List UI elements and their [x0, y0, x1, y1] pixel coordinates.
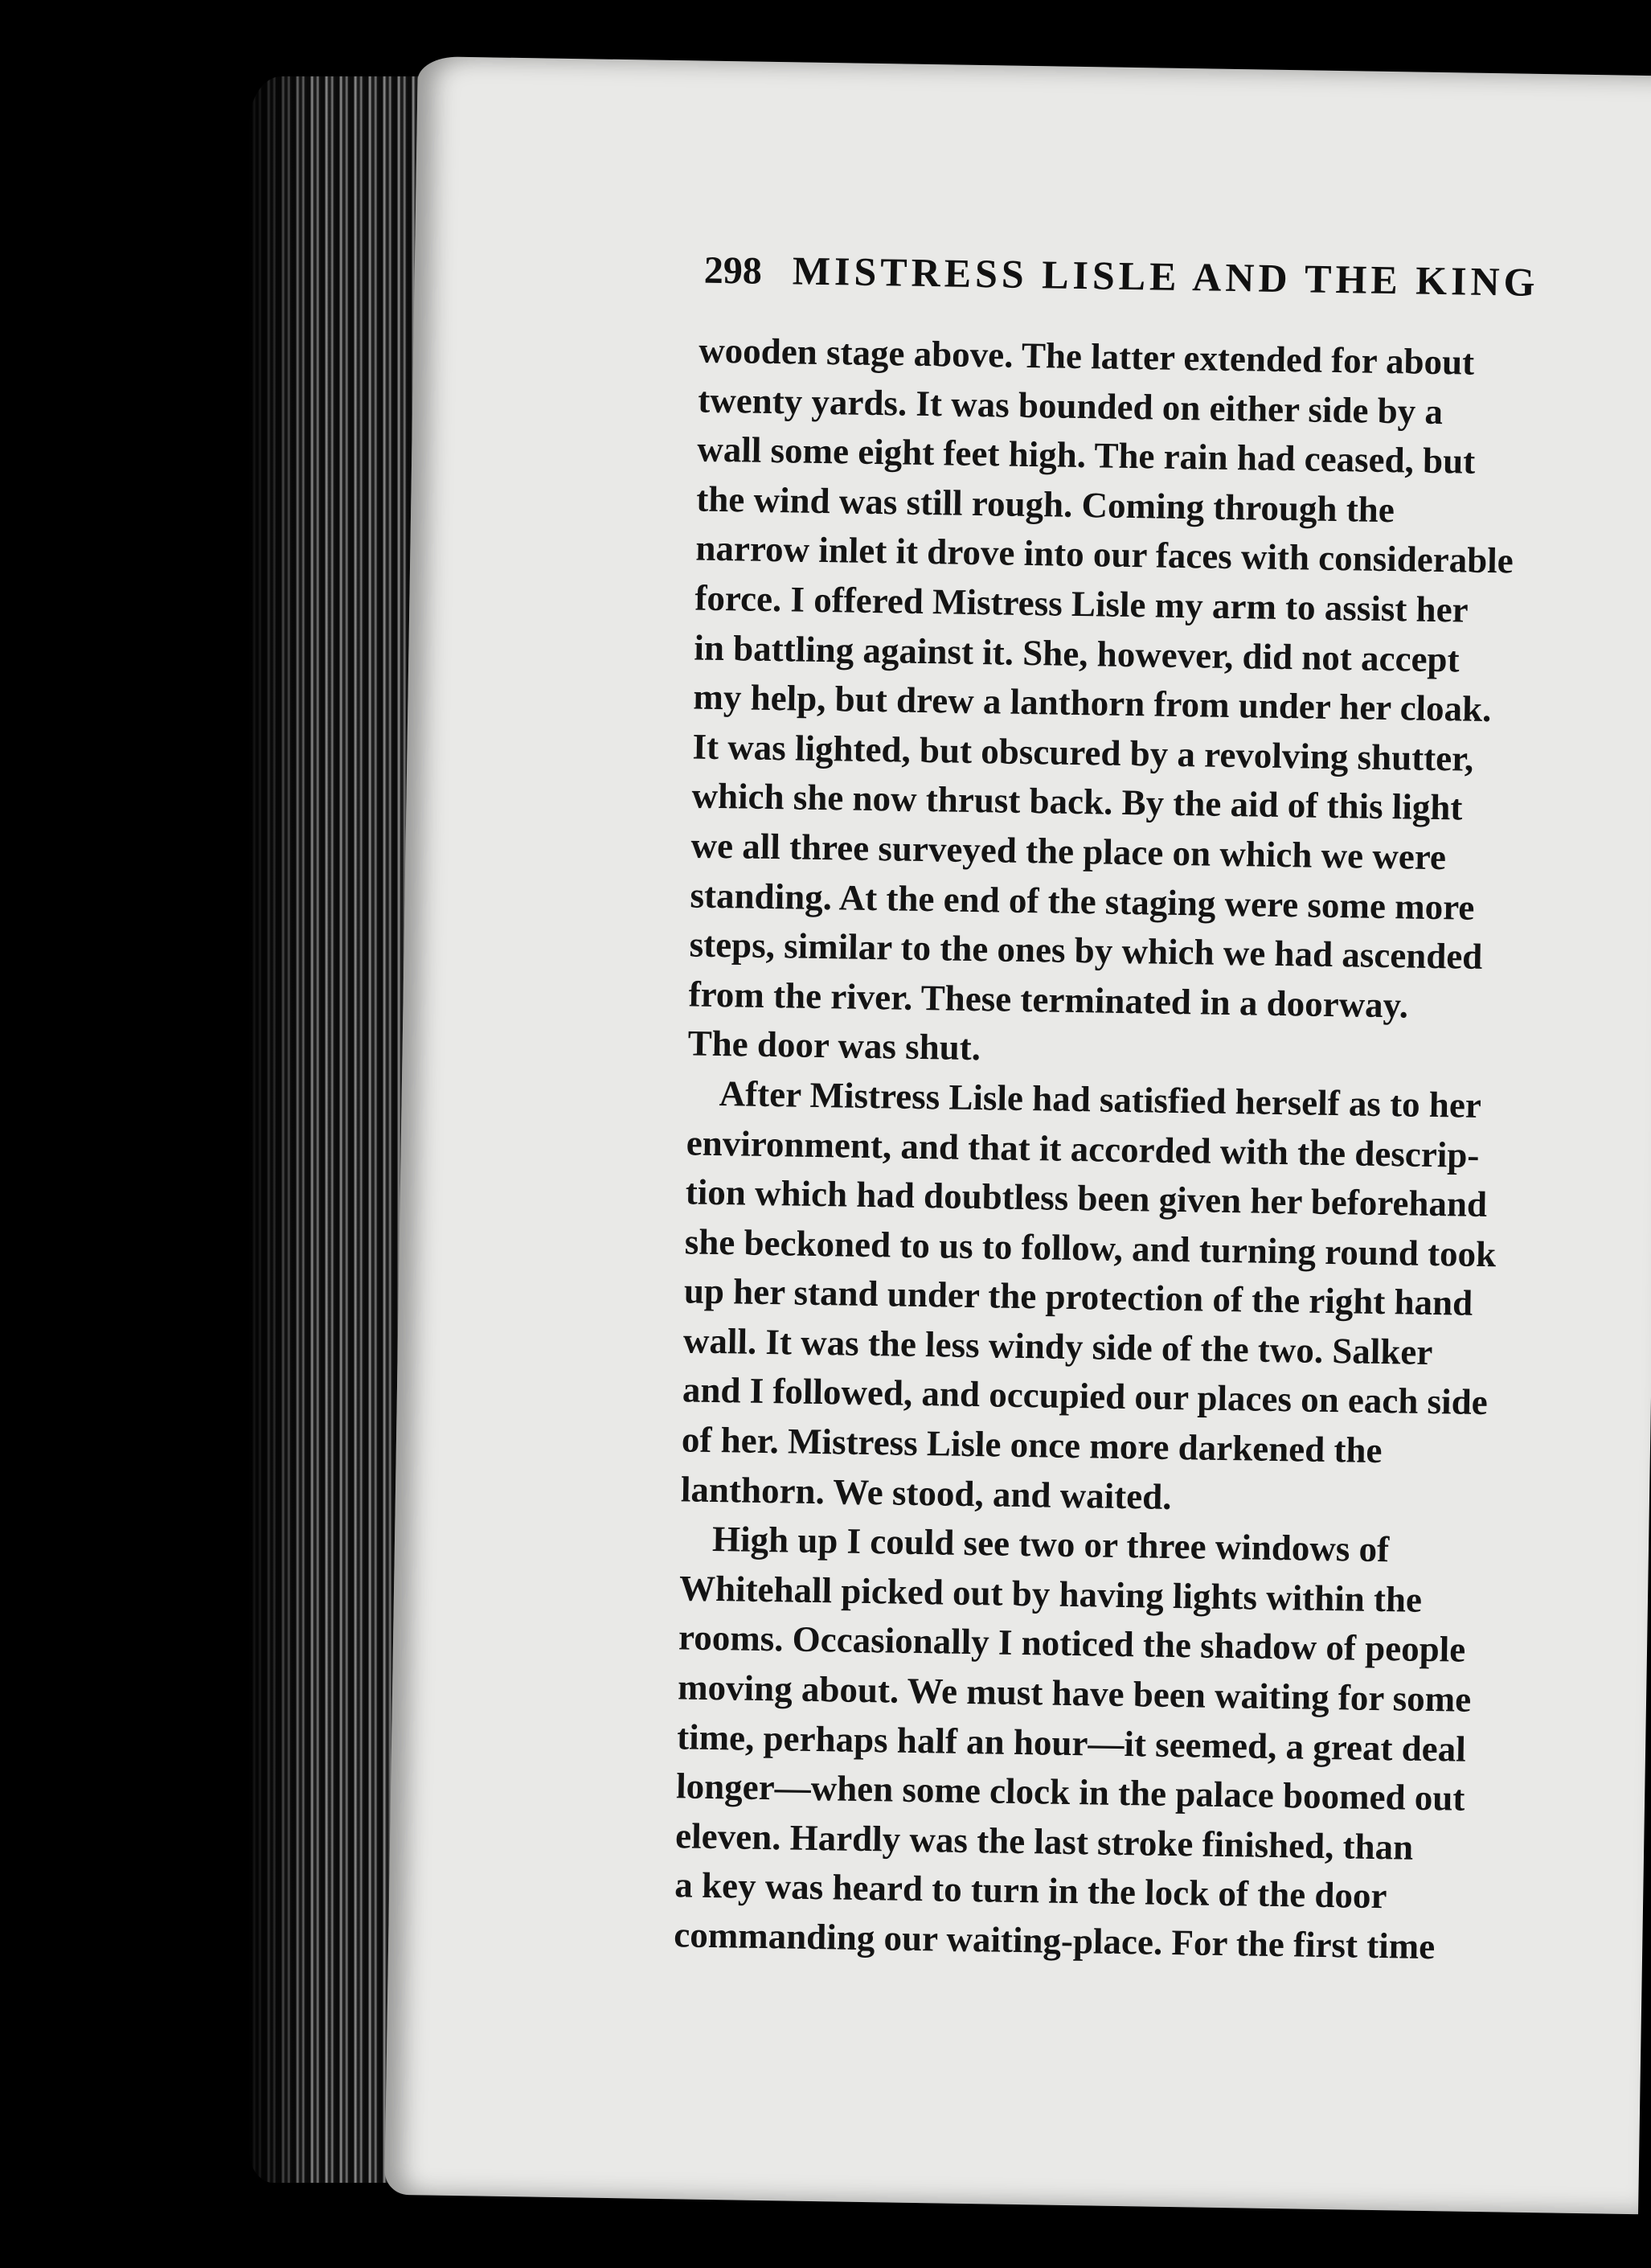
page-number: 298 [703, 248, 763, 293]
page-text [674, 326, 1651, 1975]
paragraph-3: High up I could see two or three windows of Whitehall picked out by having lights within the rooms. Occasionally I noticed the shadow of people moving about. We must have been waiting for some time, perhaps half an hour—it seemed, a great deal longer—when some clock in the palace boomed out eleven. Hardly was the last stroke finished, than a key was heard to turn in the lock of the door commanding our waiting-place. For the first time [673, 1519, 1472, 1967]
book-title-header: MISTRESS LISLE AND THE KING [792, 248, 1540, 305]
paragraph-1: wooden stage above. The latter extended for about twenty yards. It was bounded on either side by a wall some eight feet high. The rain had ceased, but the wind was still rough. Coming through the narrow inlet it drove into our faces with considerable force. I offered Mistress Lisle my arm to assist her in battling against it. She, however, did not accept my help, but drew a lanthorn from under her cloak. It was lighted, but obscured by a revolving shutter, which she now thrust back. By the aid of this light we all three surveyed the place on which we were standing. At the end of the staging were some more steps, similar to the ones by which we had ascended from the river. These terminated in a doorway. The door was shut. [687, 330, 1514, 1068]
paragraph-2: After Mistress Lisle had satisfied herself as to her environment, and that it accorded with the descrip- tion which had doubtless been given her beforehand she beckoned to us to follow, and turning round took up her stand under the protection of the right hand wall. It was the less windy side of the two. Salker and I followed, and occupied our places on each side of her. Mistress Lisle once more darkened the lanthorn. We stood, and waited. [680, 1072, 1497, 1517]
book-page [384, 56, 1651, 2214]
running-head [703, 246, 1651, 308]
page-edges-shadow [241, 76, 313, 2183]
